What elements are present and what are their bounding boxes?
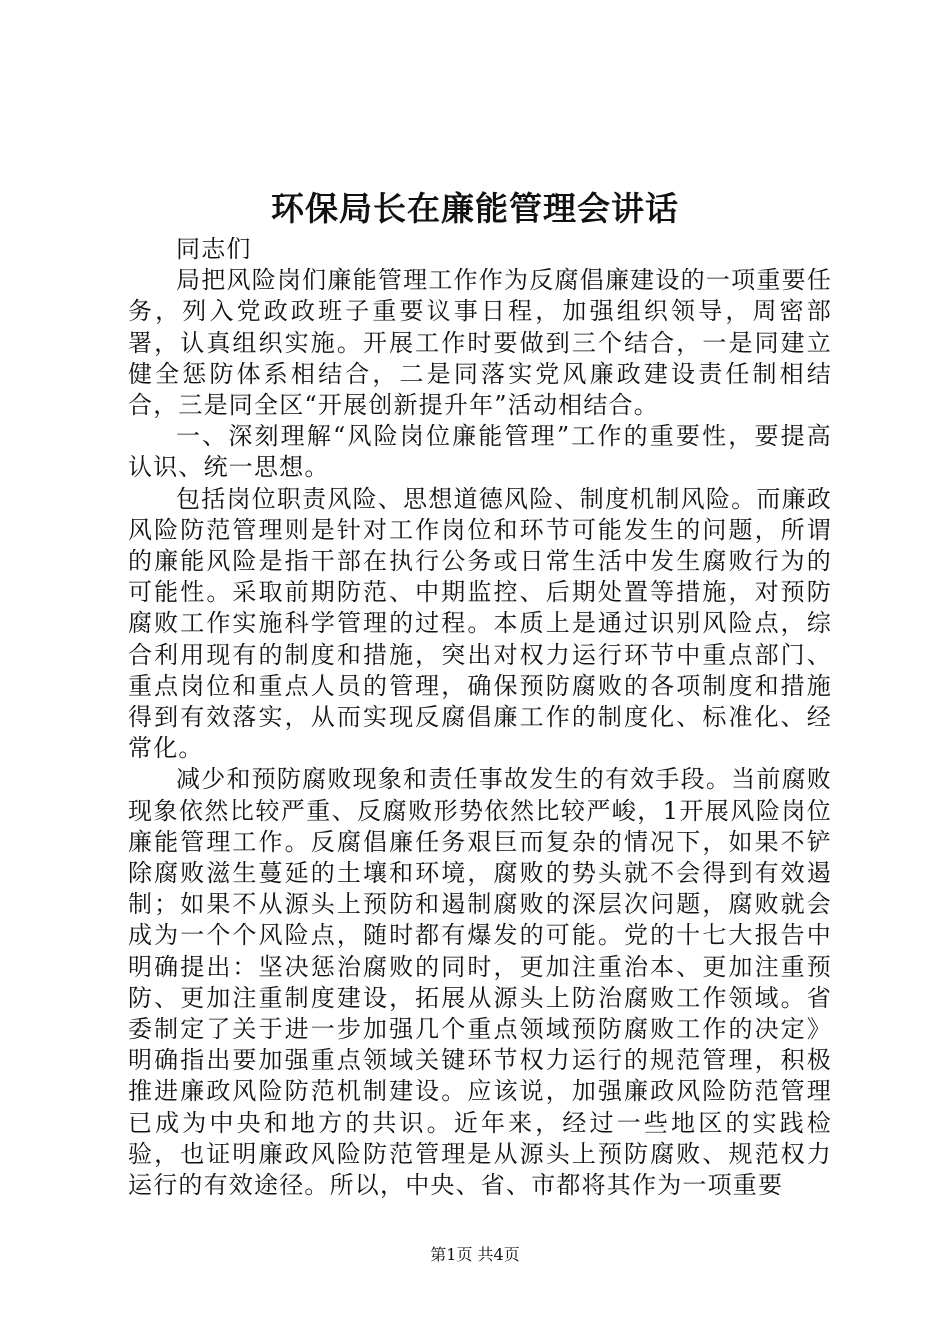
- document-title: 环保局长在廉能管理会讲话: [271, 189, 679, 228]
- document-body: [128, 234, 832, 1201]
- paragraph-prevention: 减少和预防腐败现象和责任事故发生的有效手段。当前腐败现象依然比较严重、反腐败形势依然比较严峻，1开展风险岗位廉能管理工作。反腐倡廉任务艰巨而复杂的情况下，如果不铲除腐败滋生蔓延的土壤和环境，腐败的势头就不会得到有效遏制；如果不从源头上预防和遏制腐败的深层次问题，腐败就会成为一个个风险点，随时都有爆发的可能。党的十七大报告中明确提出：坚决惩治腐败的同时，更加注重治本、更加注重预防、更加注重制度建设，拓展从源头上防治腐败工作领域。省委制定了关于进一步加强几个重点领域预防腐败工作的决定》明确指出要加强重点领域关键环节权力运行的规范管理，积极推进廉政风险防范机制建设。应该说，加强廉政风险防范管理已成为中央和地方的共识。近年来，经过一些地区的实践检验，也证明廉政风险防范管理是从源头上预防腐败、规范权力运行的有效途径。所以，中央、省、市都将其作为一项重要: [128, 765, 832, 1200]
- page-number-footer: 第1页 共4页: [430, 1245, 520, 1264]
- paragraph-risk-definition: 包括岗位职责风险、思想道德风险、制度机制风险。而廉政风险防范管理则是针对工作岗位和环节可能发生的问题，所谓的廉能风险是指干部在执行公务或日常生活中发生腐败行为的可能性。采取前期防范、中期监控、后期处置等措施，对预防腐败工作实施科学管理的过程。本质上是通过识别风险点，综合利用现有的制度和措施，突出对权力运行环节中重点部门、重点岗位和重点人员的管理，确保预防腐败的各项制度和措施得到有效落实，从而实现反腐倡廉工作的制度化、标准化、经常化。: [128, 484, 832, 763]
- paragraph-section-heading: 一、深刻理解“风险岗位廉能管理”工作的重要性，要提高认识、统一思想。: [128, 422, 832, 482]
- paragraph-salutation: 同志们: [176, 235, 252, 263]
- paragraph-intro: 局把风险岗们廉能管理工作作为反腐倡廉建设的一项重要任务，列入党政政班子重要议事日程，加强组织领导，周密部署，认真组织实施。开展工作时要做到三个结合，一是同建立健全惩防体系相结合，二是同落实党风廉政建设责任制相结合，三是同全区“开展创新提升年”活动相结合。: [128, 266, 832, 420]
